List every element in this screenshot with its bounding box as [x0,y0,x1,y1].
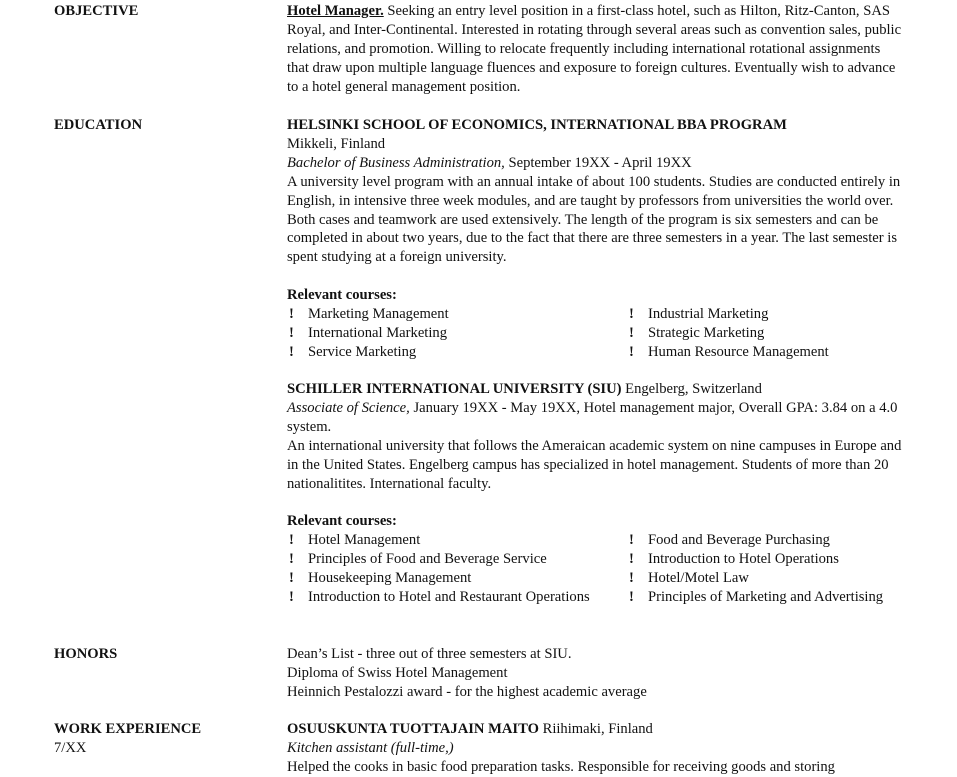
objective-body: Seeking an entry level position in a first-class hotel, such as Hilton, Ritz-Canton, SAS Royal, and Inter-Continental. Interested in rotating through several areas such as convention sales, public relations, and promotion. Willing to relocate frequently including international rotational assignments that draw upon multiple language fluences and exposure to foreign cultures. Eventually wish to advance to a hotel general management position. [287,3,902,95]
honors-heading: HONORS [54,646,118,662]
degree-title: Bachelor of Business Administration, [287,154,505,171]
school-description: An international university that follows the Ameraican academic system on nine campuses in Europe and in the United States. Engelberg campus has specialized in hotel management. Students of more than 20 nationalitites. International faculty. [287,437,902,492]
bullet-icon: ! [629,551,634,568]
work-date: 7/XX [54,740,87,756]
course-item: ! Introduction to Hotel and Restaurant Operations [289,588,590,605]
bullet-icon: ! [289,532,294,549]
course-item: ! Hotel/Motel Law [629,570,749,587]
objective-heading: OBJECTIVE [54,3,139,19]
degree-dates: January 19XX - May 19XX, Hotel management major, Overall GPA: 3.84 on a 4.0 system. [287,399,898,435]
school-location: Engelberg, Switzerland [621,381,762,397]
degree-dates: September 19XX - April 19XX [504,154,692,171]
course-list [287,305,902,362]
course-list [287,531,902,626]
school-name: SCHILLER INTERNATIONAL UNIVERSITY (SIU) [287,381,622,397]
work-role: Kitchen assistant (full-time,) [287,739,454,756]
course-item: ! Industrial Marketing [629,306,769,323]
bullet-icon: ! [289,343,294,360]
course-item: ! Food and Beverage Purchasing [629,532,830,549]
work-description: Helped the cooks in basic food preparation tasks. Responsible for receiving goods and storing [287,758,835,775]
school-schiller [287,380,902,626]
honor-item: Heinnich Pestalozzi award - for the highest academic average [287,683,647,700]
courses-label: Relevant courses: [287,513,397,530]
course-item: ! Marketing Management [289,306,449,323]
work-section [287,720,902,777]
course-item: ! Human Resource Management [629,343,829,360]
bullet-icon: ! [629,570,634,587]
honors-section [287,645,902,702]
course-item: ! International Marketing [289,324,447,341]
course-item: ! Hotel Management [289,532,421,549]
school-location: Mikkeli, Finland [287,135,386,152]
bullet-icon: ! [289,324,294,341]
honor-item: Diploma of Swiss Hotel Management [287,664,508,681]
school-helsinki [287,116,902,362]
bullet-icon: ! [629,532,634,549]
education-heading: EDUCATION [54,117,143,133]
objective-section [287,2,902,97]
course-item: ! Service Marketing [289,343,417,360]
bullet-icon: ! [629,343,634,360]
bullet-icon: ! [629,306,634,323]
bullet-icon: ! [629,588,634,605]
school-description: A university level program with an annual intake of about 100 students. Studies are conducted entirely in English, in intensive three week modules, and are taught by professors from universities the world over. Both cases and teamwork are used extensively. The length of the program is six semesters and can be completed in about two years, due to the fact that there are three semesters in a year. The last semester is spent studying at a foreign university. [287,173,901,266]
honor-item: Dean’s List - three out of three semesters at SIU. [287,646,572,662]
bullet-icon: ! [289,588,294,605]
objective-text [287,2,902,97]
course-item: ! Principles of Food and Beverage Service [289,551,547,568]
employer-location: Riihimaki, Finland [538,721,653,737]
school-name: HELSINKI SCHOOL OF ECONOMICS, INTERNATIONAL BBA PROGRAM [287,117,787,133]
work-heading: WORK EXPERIENCE [54,721,202,737]
bullet-icon: ! [289,551,294,568]
courses-label: Relevant courses: [287,287,397,304]
course-item: ! Principles of Marketing and Advertising [629,588,884,605]
course-item: ! Introduction to Hotel Operations [629,551,839,568]
bullet-icon: ! [289,306,294,323]
course-item: ! Housekeeping Management [289,570,472,587]
objective-position: Hotel Manager. [287,3,384,19]
employer-name: OSUUSKUNTA TUOTTAJAIN MAITO [287,721,539,737]
degree-title: Associate of Science, [287,399,410,416]
bullet-icon: ! [289,570,294,587]
course-item: ! Strategic Marketing [629,324,765,341]
bullet-icon: ! [629,324,634,341]
